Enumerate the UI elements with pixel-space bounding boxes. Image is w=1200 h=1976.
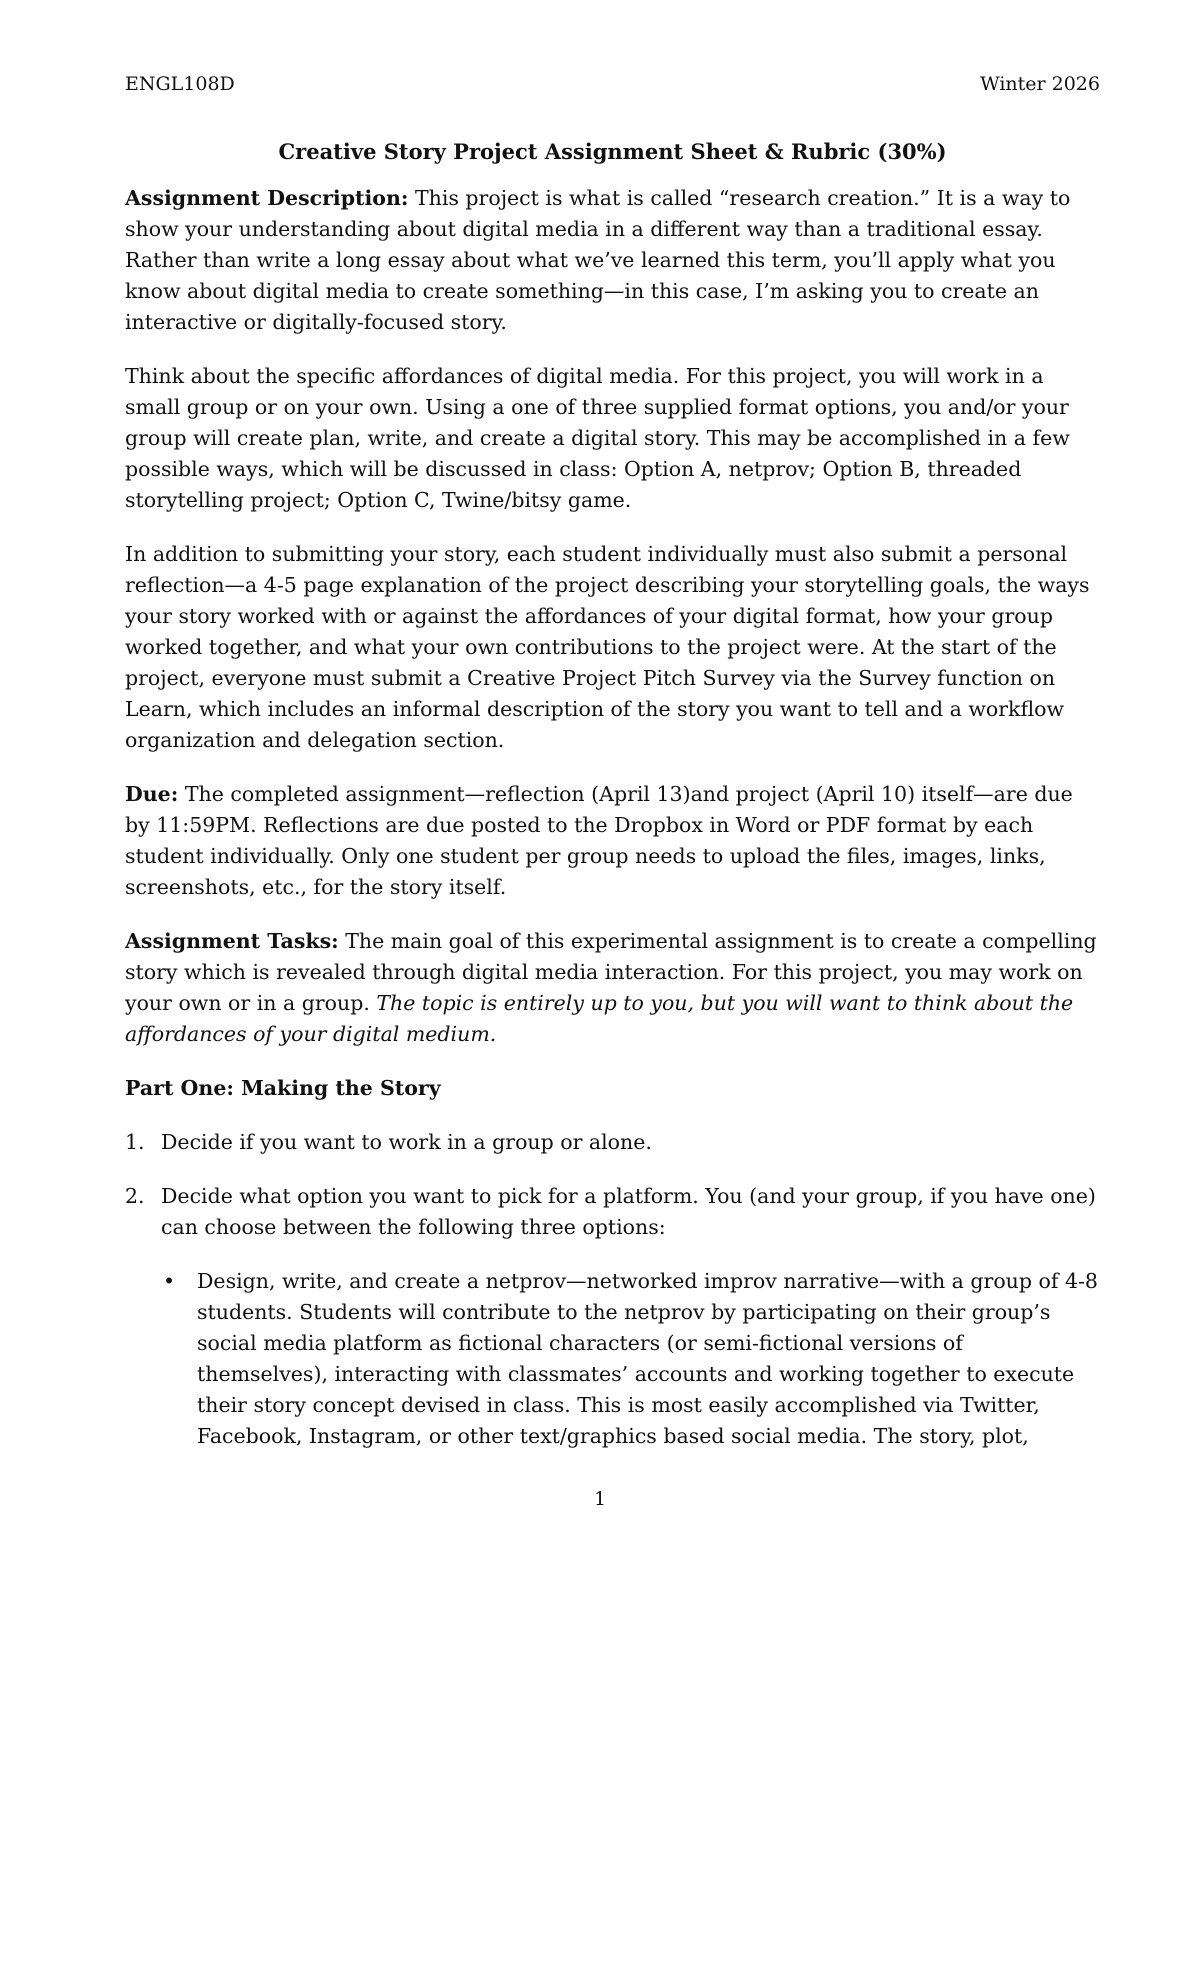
reflection-paragraph: In addition to submitting your story, each student individually must also submit a personal reflection—a 4-5 page explanation of the project describing your storytelling goals, the ways your story worked with or against the affordances of your digital format, how your group worked together, and what your own contributions to the project were. At the start of the project, everyone must submit a Creative Project Pitch Survey via the Survey function on Learn, which includes an informal description of the story you want to tell and a workflow organization and delegation section. — [125, 542, 1090, 752]
description-label: Assignment Description: — [125, 186, 409, 210]
tasks-label: Assignment Tasks: — [125, 929, 339, 953]
term-label: Winter 2026 — [980, 73, 1100, 95]
description-text: This project is what is called “research creation.” It is a way to show your understanding about digital media in a different way than a traditional essay. Rather than write a long essay about what we’ve learned this term, you’ll apply what you know about digital media to create something—in this case, I’m asking you to create an interactive or digitally-focused story. — [125, 186, 1071, 334]
affordances-paragraph: Think about the specific affordances of digital media. For this project, you will work in a small group or on your own. Using a one of three supplied format options, you and/or your group will create plan, write, and create a digital story. This may be accomplished in a few possible ways, which will be discussed in class: Option A, netprov; Option B, threaded storytelling project; Option C, Twine/bitsy game. — [125, 364, 1070, 512]
due-text: The completed assignment—reflection (April 13)and project (April 10) itself—are due by 11:59PM. Reflections are due posted to the Dropbox in Word or PDF format by each student individually. Only one student per group needs to upload the files, images, links, screenshots, etc., for the story itself. — [125, 782, 1073, 899]
bullet-item — [125, 1266, 1100, 1452]
list-item-number: 1. — [125, 1130, 145, 1154]
tasks-italic-text: The topic is entirely up to you, but you will want to think about the affordances of your digital medium. — [125, 991, 1074, 1046]
list-item — [125, 1181, 1100, 1243]
page-title: Creative Story Project Assignment Sheet & Rubric (30%) — [278, 139, 947, 164]
part-one-heading: Part One: Making the Story — [125, 1076, 441, 1100]
due-label: Due: — [125, 782, 179, 806]
description-paragraph — [125, 183, 1100, 338]
list-item-text: Decide what option you want to pick for a platform. You (and your group, if you have one) can choose between the following three options: — [161, 1184, 1096, 1239]
document-body — [125, 137, 1100, 1452]
list-item-text: Decide if you want to work in a group or alone. — [161, 1130, 652, 1154]
list-item-number: 2. — [125, 1184, 145, 1208]
page-number: 1 — [593, 1488, 607, 1510]
course-code: ENGL108D — [125, 73, 235, 95]
tasks-text: The main goal of this experimental assignment is to create a compelling story which is revealed through digital media interaction. For this project, you may work on your own or in a group. — [125, 929, 1097, 1015]
due-paragraph — [125, 779, 1100, 903]
tasks-paragraph — [125, 926, 1100, 1050]
list-item — [125, 1127, 1100, 1158]
bullet-icon: • — [163, 1269, 176, 1293]
bullet-item-text: Design, write, and create a netprov—networked improv narrative—with a group of 4-8 students. Students will contribute to the netprov by participating on their group’s social media platform as fictional characters (or semi-fictional versions of themselves), interacting with classmates’ accounts and working together to execute their story concept devised in class. This is most easily accomplished via Twitter, Facebook, Instagram, or other text/graphics based social media. The story, plot, — [197, 1269, 1098, 1448]
